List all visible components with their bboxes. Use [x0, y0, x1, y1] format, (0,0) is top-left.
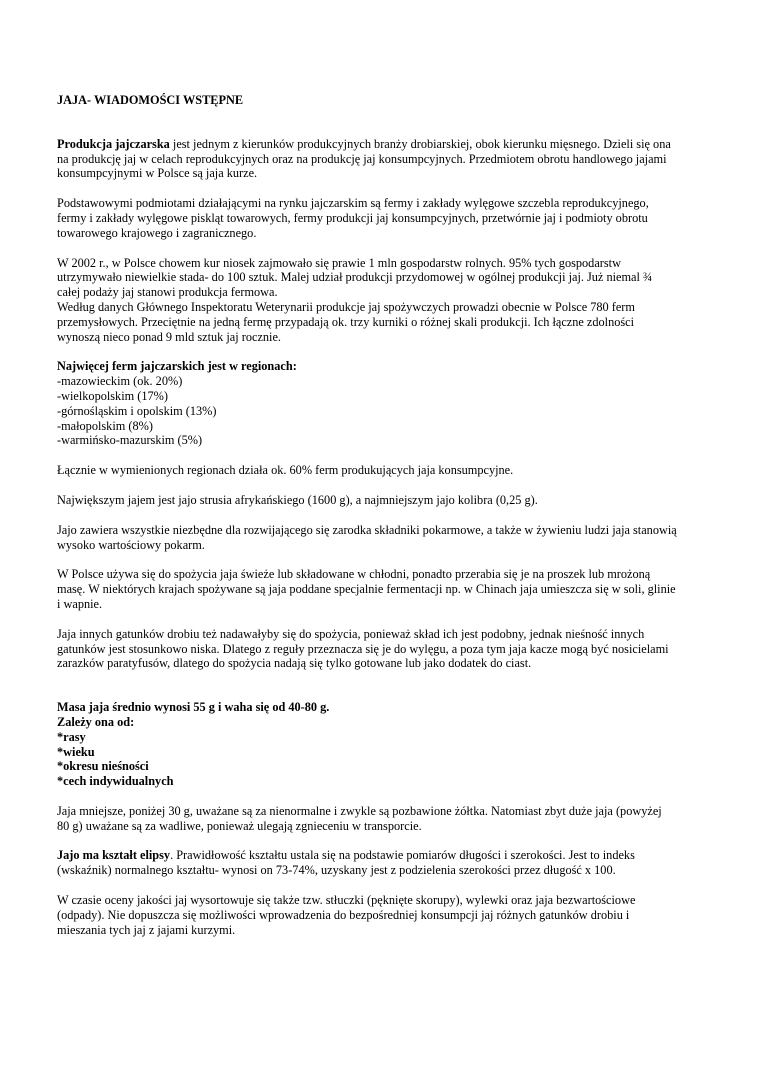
page-title: JAJA- WIADOMOŚCI WSTĘPNE	[57, 93, 244, 107]
egg-mass-section	[57, 700, 677, 789]
regions-heading: Najwięcej ferm jajczarskich jest w regionach:	[57, 359, 297, 374]
list-item: *cech indywidualnych	[57, 774, 174, 789]
list-item: -małopolskim (8%)	[57, 418, 153, 433]
paragraph-consumption-poland: W Polsce używa się do spożycia jaja świeże lub składowane w chłodni, ponadto przerabia się je na proszek lub mrożoną masę. W niektórych krajach spożywane są jaja poddane specjalnie fermentacji np. w Chinach jaja umieszcza się w soli, glinie i wapnie.	[57, 567, 676, 611]
paragraph-egg-shape-text: . Prawidłowość kształtu ustala się na podstawie pomiarów długości i szerokości. Jest to indeks (wskaźnik) normalnego kształtu- wynosi on 73-74%, uzyskany jest z podzielenia szerokości przez długość x 100.	[57, 848, 635, 878]
paragraph-other-species: Jaja innych gatunków drobiu też nadawałyby się do spożycia, ponieważ skład ich jest podobny, jednak nieśność innych gatunków jest stosunkowo niska. Dlatego z reguły przeznacza się je do wylęgu, a poza tym jaja kacze mogą być nosicielami zarazków paratyfusów, dlatego do spożycia nadają się tylko gotowane lub jako dodatek do ciast.	[57, 626, 669, 671]
paragraph-abnormal-eggs: Jaja mniejsze, poniżej 30 g, uważane są za nienormalne i zwykle są pozbawione żółtka. Natomiast zbyt duże jaja (powyżej 80 g) uważane są za wadliwe, ponieważ ulegają zgnieceniu w transporcie.	[57, 803, 662, 833]
paragraph-production	[57, 137, 677, 181]
paragraph-nutrition: Jajo zawiera wszystkie niezbędne dla rozwijającego się zarodka składniki pokarmowe, a także w żywieniu ludzi jaja stanowią wysoko wartościowy pokarm.	[57, 522, 677, 552]
document-body	[57, 93, 677, 937]
paragraph-inspectorate: Według danych Głównego Inspektoratu Weterynarii produkcje jaj spożywczych prowadzi obecnie w Polsce 780 ferm przemysłowych. Przeciętnie na jedną fermę przypadają ok. trzy kurniki o różnej skali produkcji. Ich łączne zdolności wynoszą nieco ponad 9 mld sztuk jaj rocznie.	[57, 299, 635, 344]
paragraph-production-text: jest jednym z kierunków produkcyjnych branży drobiarskiej, obok kierunku mięsnego. Dzieli się ona na produkcję jaj w celach reprodukcyjnych oraz na produkcję jaj konsumpcyjnych. Przedmiotem obrotu handlowego jajami konsumpcyjnymi w Polsce są jaja kurze.	[57, 136, 671, 181]
list-item: -warmińsko-mazurskim (5%)	[57, 433, 203, 448]
paragraph-quality-sorting: W czasie oceny jakości jaj wysortowuje się także tzw. stłuczki (pęknięte skorupy), wylewki oraz jaja bezwartościowe (odpady). Nie dopuszcza się możliwości wprowadzenia do bezpośredniej konsumpcji jaj różnych gatunków drobiu i mieszania tych jaj z jajami kurzymi.	[57, 893, 636, 937]
paragraph-regions-total: Łącznie w wymienionych regionach działa ok. 60% ferm produkujących jaja konsumpcyjne.	[57, 463, 514, 478]
list-item: -górnośląskim i opolskim (13%)	[57, 403, 217, 418]
paragraph-egg-shape	[57, 848, 677, 878]
regions-list	[57, 359, 677, 448]
list-item: *okresu nieśności	[57, 759, 149, 774]
paragraph-egg-shape-lead: Jajo ma kształt elipsy	[57, 848, 171, 863]
list-item: -wielkopolskim (17%)	[57, 388, 168, 403]
egg-mass-depends: Zależy ona od:	[57, 714, 135, 729]
paragraph-statistics-2002: W 2002 r., w Polsce chowem kur niosek zajmowało się prawie 1 mln gospodarstw rolnych. 95% tych gospodarstw utrzymywało niewielkie stada- do 100 sztuk. Malej udział produkcji przydomowej w ogólnej produkcji jaj. Już niemal ¾ całej podaży jaj stanowi produkcja fermowa.	[57, 255, 653, 300]
paragraph-market-entities: Podstawowymi podmiotami działającymi na rynku jajczarskim są fermy i zakłady wylęgowe szczebla reprodukcyjnego, fermy i zakłady wylęgowe piskląt towarowych, fermy produkcji jaj konsumpcyjnych, przetwórnie jaj i podmioty obrotu towarowego krajowego i zagranicznego.	[57, 196, 649, 240]
egg-mass-line: Masa jaja średnio wynosi 55 g i waha się od 40-80 g.	[57, 700, 330, 715]
list-item: *wieku	[57, 744, 95, 759]
list-item: -mazowieckim (ok. 20%)	[57, 374, 183, 389]
list-item: *rasy	[57, 729, 86, 744]
paragraph-production-lead: Produkcja jajczarska	[57, 136, 170, 151]
paragraph-egg-sizes: Największym jajem jest jajo strusia afrykańskiego (1600 g), a najmniejszym jajo kolibra (0,25 g).	[57, 492, 538, 507]
